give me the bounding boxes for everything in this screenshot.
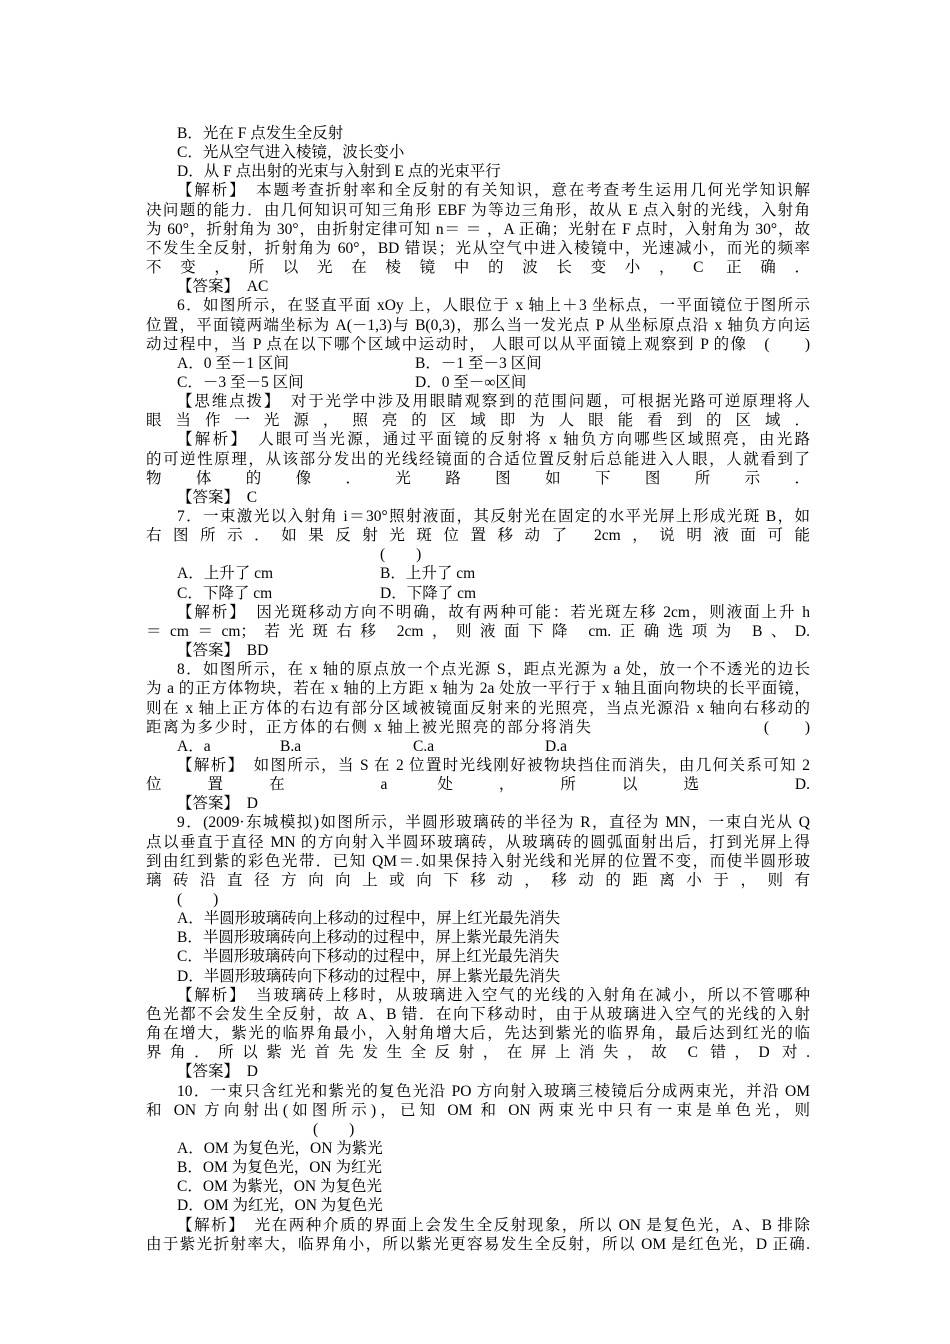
text-line: C．OM 为紫光，ON 为复色光 [177,1178,382,1196]
option-c: C．－3 至－5 区间 [177,373,304,391]
text-line: 动过程中，当 P 点在以下哪个区域中运动时， 人眼可以从平面镜上观察到 P 的像 ( ) [146,335,810,353]
text-line: 界角．所以紫光首先发生全反射，在屏上消失，故 C 错，D 对. [146,1044,810,1062]
option-b: B．上升了 cm [380,565,476,583]
text-line: 10．一束只含红光和紫光的复色光沿 PO 方向射入玻璃三棱镜后分成两束光，并沿 OM [177,1082,810,1100]
text-line: 8．如图所示，在 x 轴的原点放一个点光源 S，距点光源为 a 处，放一个不透光的边长 [177,661,810,679]
text-line: 【解析】 因光斑移动方向不明确，故有两种可能：若光斑左移 2cm，则液面上升 h [177,603,810,621]
text-line: 【解析】 光在两种介质的界面上会发生全反射现象，所以 ON 是复色光，A、B 排除 [177,1216,810,1234]
text-line: ( ) [177,891,219,908]
text-line: 9．(2009·东城模拟)如图所示，半圆形玻璃砖的半径为 R，直径为 MN，一束白光从 Q [177,814,810,832]
text-line: A．OM 为复色光，ON 为紫光 [177,1139,383,1157]
text-line: 璃砖沿直径方向向上或向下移动，移动的距离小于，则有 [146,871,810,889]
text-line: 【思维点拨】 对于光学中涉及用眼睛观察到的范围问题，可根据光路可逆原理将人 [177,393,810,411]
option-d: D．下降了 cm [380,584,477,602]
text-line: 点以垂直于直径 MN 的方向射入半圆环玻璃砖，从玻璃砖的圆弧面射出后，打到光屏上得 [146,833,810,851]
option-d: D．0 至－∞区间 [415,373,527,391]
text-line: 位置在 a 处，所以选 D. [146,776,810,794]
text-line: B．光在 F 点发生全反射 [177,125,344,142]
text-line: 【答案】 AC [177,278,269,296]
text-line: 【答案】 C [177,488,258,506]
text-line: C．光从空气进入棱镜，波长变小 [177,144,405,162]
option-b: B.a [280,737,302,755]
text-line: D．OM 为红光，ON 为复色光 [177,1197,383,1215]
text-line: 【答案】 D [177,1063,258,1081]
text-line: D．从 F 点出射的光束与入射到 E 点的光束平行 [177,163,501,181]
text-line: C．半圆形玻璃砖向下移动的过程中，屏上红光最先消失 [177,948,560,966]
text-line: B．OM 为复色光，ON 为红光 [177,1159,382,1177]
text-line: 距离为多少时，正方体的右侧 x 轴上被光照亮的部分将消失 ( ) [146,718,810,736]
text-line: ( ) [313,1120,355,1138]
text-line: 为 a 的正方体物块，若在 x 轴的上方距 x 轴为 2a 处放一平行于 x 轴且面向物块的长平面镜， [146,680,810,698]
text-line: B．半圆形玻璃砖向上移动的过程中，屏上紫光最先消失 [177,929,560,947]
text-line: 眼当作一光源，照亮的区域即为人眼能看到的区域． [146,412,810,430]
option-d: D.a [545,737,567,755]
text-line: 6．如图所示，在竖直平面 xOy 上，人眼位于 x 轴上＋3 坐标点，一平面镜位于图所示 [177,297,810,315]
text-line: 为 60°，折射角为 30°，由折射定律可知 n＝ ＝ ，A 正确；光射在 F 点时，入射角为 30°，故 [146,220,810,238]
text-line: 右图所示．如果反射光斑位置移动了 2cm，说明液面可能 [146,527,810,545]
text-line: 【答案】 BD [177,642,269,660]
option-c: C.a [413,737,435,755]
text-line: 【答案】 D [177,795,258,813]
text-line: 不发生全反射，折射角为 60°，BD 错误；光从空气中进入棱镜中，光速减小，而光的频率 [146,239,810,257]
option-c: C．下降了 cm [177,584,273,602]
text-line: 【解析】 人眼可当光源，通过平面镜的反射将 x 轴负方向哪些区域照亮，由光路 [177,431,810,449]
option-a: A．a [177,737,211,755]
text-line: 到由红到紫的彩色光带．已知 QM＝.如果保持入射光线和光屏的位置不变，而使半圆形玻 [146,852,810,870]
text-line: 由于紫光折射率大，临界角小，所以紫光更容易发生全反射，所以 OM 是红色光，D 正确. [146,1235,810,1253]
text-line: 则在 x 轴上正方体的右边有部分区域被镜面反射来的光照亮，当点光源沿 x 轴向右移动的 [146,699,810,717]
option-a: A．0 至－1 区间 [177,354,289,372]
text-line: 不变，所以光在棱镜中的波长变小，C 正确． [146,259,810,277]
text-line: 角在增大，紫光的临界角最小，入射角增大后，先达到紫光的临界角，最后达到红光的临 [146,1025,810,1043]
text-line: 的可逆性原理，从该部分发出的光线经镜面的合适位置反射后总能进入人眼，人就看到了 [146,450,810,468]
text-line: ＝cm＝cm；若光斑右移 2cm，则液面下降 cm.正确选项为 B、D. [146,622,810,640]
text-line: 决问题的能力．由几何知识可知三角形 EBF 为等边三角形，故从 E 点入射的光线，入射角 [146,201,810,219]
text-line: 7．一束激光以入射角 i＝30°照射液面，其反射光在固定的水平光屏上形成光斑 B，如 [177,508,810,525]
text-line: 和 ON 方向射出(如图所示)，已知 OM 和 ON 两束光中只有一束是单色光，则 [146,1101,810,1119]
text-line: D．半圆形玻璃砖向下移动的过程中，屏上紫光最先消失 [177,967,561,985]
text-line: 位置，平面镜两端坐标为 A(－1,3)与 B(0,3)，那么当一发光点 P 从坐标原点沿 x 轴负方向运 [146,316,810,334]
text-line: A．半圆形玻璃砖向上移动的过程中，屏上红光最先消失 [177,910,561,928]
text-line: 【解析】 本题考查折射率和全反射的有关知识，意在考查考生运用几何光学知识解 [177,182,810,200]
option-a: A．上升了 cm [177,565,274,583]
text-line: 【解析】 当玻璃砖上移时，从玻璃进入空气的光线的入射角在减小，所以不管哪种 [177,986,810,1004]
text-line: 【解析】 如图所示，当 S 在 2 位置时光线刚好被物块挡住而消失，由几何关系可知 2 [177,756,810,774]
text-line: 色光都不会发生全反射，故 A、B 错．在向下移动时，由于从玻璃进入空气的光线的入射 [146,1005,810,1023]
text-line: ( ) [380,546,422,564]
text-line: 物体的像．光路图如下图所示． [146,469,810,487]
option-b: B．－1 至－3 区间 [415,354,542,372]
